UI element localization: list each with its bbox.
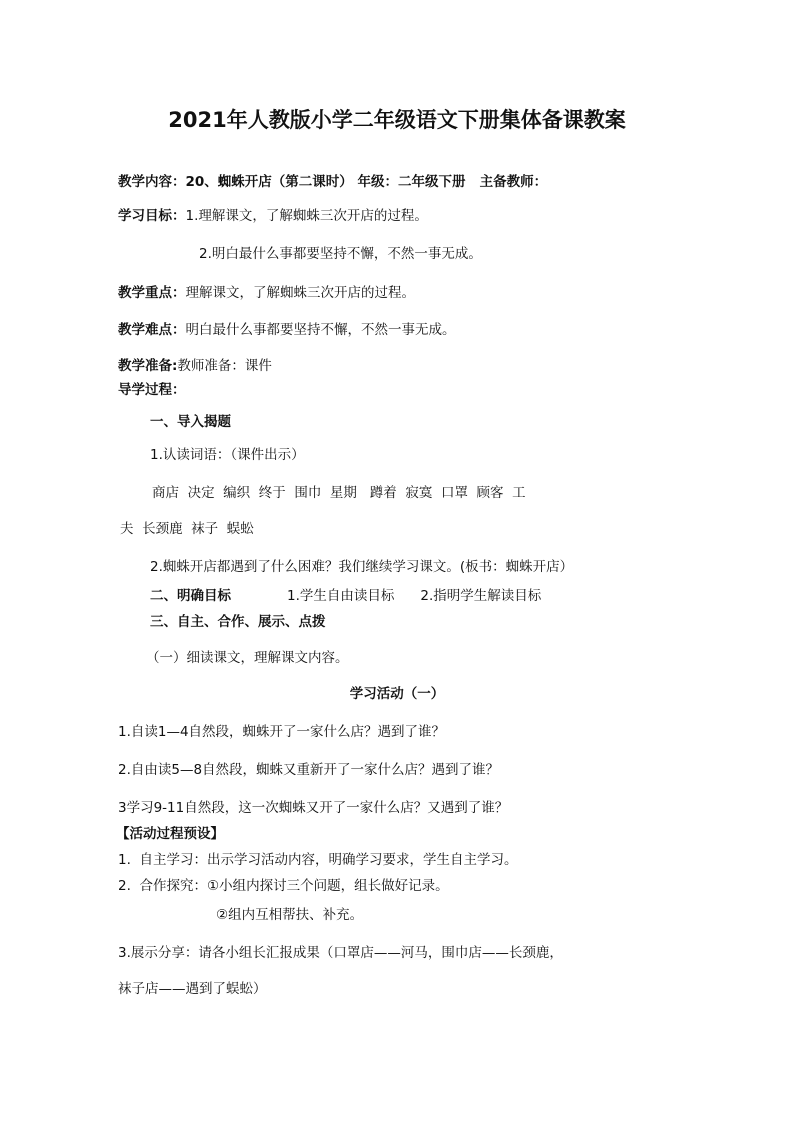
preset-heading: 【活动过程预设】 xyxy=(116,826,224,842)
prep-label: 教学准备: xyxy=(118,358,178,374)
section-3-item-1: （一）细读课文，理解课文内容。 xyxy=(146,650,349,666)
content-line xyxy=(118,173,547,191)
goal-label: 学习目标： xyxy=(118,208,186,224)
section-2-line xyxy=(150,587,541,605)
words-line-1: 商店 决定 编织 终于 围巾 星期 蹲着 寂寞 口罩 顾客 工 xyxy=(152,485,526,501)
doc-title: 2021年人教版小学二年级语文下册集体备课教案 xyxy=(168,108,626,132)
diff-label: 教学难点： xyxy=(118,322,186,338)
question-1: 1.自读1—4自然段，蜘蛛开了一家什么店？遇到了谁？ xyxy=(118,724,446,740)
question-2: 2.自由读5—8自然段，蜘蛛又重新开了一家什么店？遇到了谁？ xyxy=(118,762,500,778)
content-label: 教学内容： xyxy=(118,174,186,190)
section-1: 一、导入揭题 xyxy=(150,414,231,430)
key-text: 理解课文，了解蜘蛛三次开店的过程。 xyxy=(185,285,415,301)
preset-3: 3.展示分享：请各小组长汇报成果（口罩店——河马，围巾店——长颈鹿， xyxy=(118,945,563,961)
section-2-b: 2.指明学生解读目标 xyxy=(420,588,542,604)
goal-1: 1.理解课文，了解蜘蛛三次开店的过程。 xyxy=(185,208,428,224)
diff-text: 明白最什么事都要坚持不懈，不然一事无成。 xyxy=(185,322,456,338)
key-label: 教学重点： xyxy=(118,285,186,301)
section-3: 三、自主、合作、展示、点拨 xyxy=(150,614,326,630)
section-1-item-1: 1.认读词语：（课件出示） xyxy=(150,447,305,463)
diff-line xyxy=(118,321,456,339)
question-3: 3学习9-11自然段，这一次蜘蛛又开了一家什么店？又遇到了谁？ xyxy=(118,800,509,816)
activity-title: 学习活动（一） xyxy=(349,686,445,702)
key-line xyxy=(118,284,415,302)
preset-3b: 袜子店——遇到了蜈蚣） xyxy=(118,981,267,997)
section-1-item-2: 2.蜘蛛开店都遇到了什么困难？我们继续学习课文。(板书：蜘蛛开店） xyxy=(150,559,574,575)
content-text: 20、蜘蛛开店（第二课时） 年级：二年级下册 主备教师： xyxy=(185,174,548,190)
preset-1: 1. 自主学习：出示学习活动内容，明确学习要求，学生自主学习。 xyxy=(118,852,518,868)
section-2-a: 1.学生自由读目标 xyxy=(287,588,395,604)
words-line-2: 夫 长颈鹿 袜子 蜈蚣 xyxy=(120,521,254,537)
preset-2: 2. 合作探究：①小组内探讨三个问题，组长做好记录。 xyxy=(118,878,449,894)
goal-line xyxy=(118,207,428,225)
goal-2: 2.明白最什么事都要坚持不懈，不然一事无成。 xyxy=(199,246,482,262)
process-label: 导学过程： xyxy=(118,382,186,398)
prep-text: 教师准备：课件 xyxy=(177,358,272,374)
prep-line xyxy=(118,357,272,375)
preset-2b: ②组内互相帮扶、补充。 xyxy=(216,907,364,923)
section-2: 二、明确目标 xyxy=(150,588,231,604)
